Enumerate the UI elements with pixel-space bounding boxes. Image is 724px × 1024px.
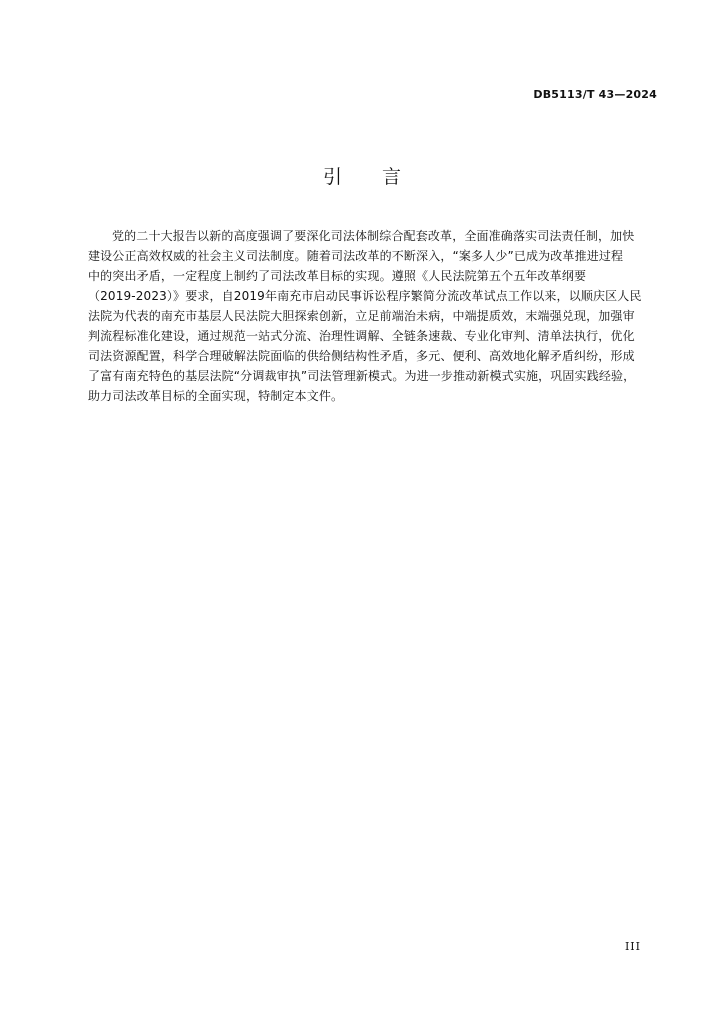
paragraph-line: 建设公正高效权威的社会主义司法制度。随着司法改革的不断深入，“案多人少”已成为改革推进过程 bbox=[88, 249, 624, 263]
page-title bbox=[0, 162, 724, 189]
paragraph-line: （2019-2023）》要求，自2019年南充市启动民事诉讼程序繁简分流改革试点工作以来，以顺庆区人民 bbox=[88, 289, 642, 303]
introduction-paragraph bbox=[88, 226, 656, 406]
page-number: III bbox=[624, 940, 641, 953]
paragraph-line: 党的二十大报告以新的高度强调了要深化司法体制综合配套改革，全面准确落实司法责任制，加快 bbox=[112, 229, 635, 243]
paragraph-line: 中的突出矛盾，一定程度上制约了司法改革目标的实现。遵照《人民法院第五个五年改革纲要 bbox=[88, 269, 587, 283]
paragraph-line: 了富有南充特色的基层法院“分调裁审执”司法管理新模式。为进一步推动新模式实施，巩固实践经验， bbox=[88, 369, 636, 383]
paragraph-line: 判流程标准化建设，通过规范一站式分流、治理性调解、全链条速裁、专业化审判、清单法执行，优化 bbox=[88, 329, 635, 343]
title-char-2: 言 bbox=[382, 166, 402, 188]
document-code: DB5113/T 43—2024 bbox=[533, 88, 657, 101]
paragraph-line: 司法资源配置，科学合理破解法院面临的供给侧结构性矛盾，多元、便利、高效地化解矛盾纠纷，形成 bbox=[88, 349, 635, 363]
paragraph-line: 助力司法改革目标的全面实现，特制定本文件。 bbox=[88, 389, 344, 403]
paragraph-line: 法院为代表的南充市基层人民法院大胆探索创新，立足前端治未病，中端提质效，末端强兑现，加强审 bbox=[88, 309, 635, 323]
title-char-1: 引 bbox=[322, 166, 342, 188]
